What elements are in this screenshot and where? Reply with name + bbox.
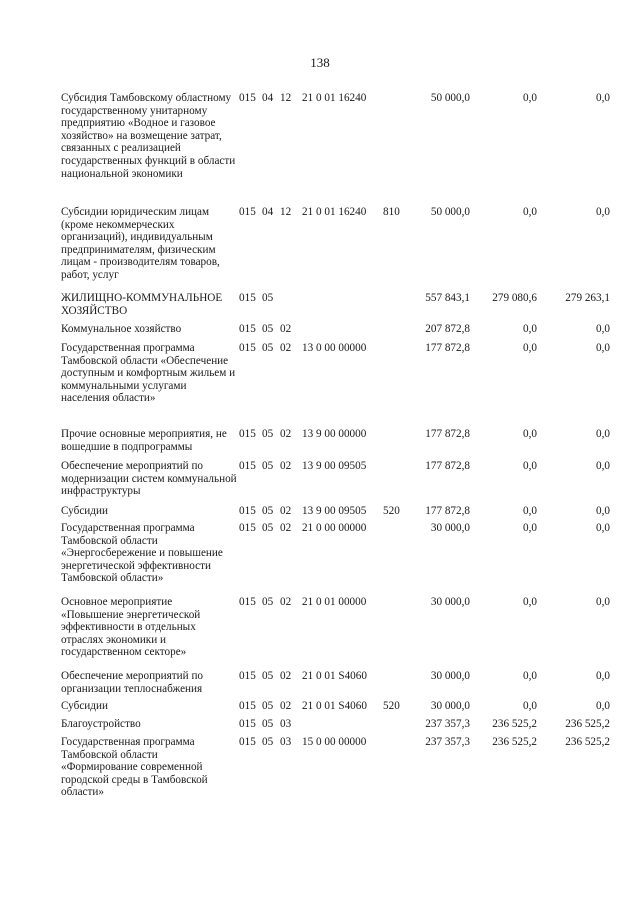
- row-admin: 015: [239, 342, 256, 354]
- row-target-code: 21 0 01 16240: [302, 206, 367, 218]
- row-target-code: 21 0 00 00000: [302, 522, 367, 534]
- row-name: Обеспечение мероприятий по организации теплоснабжения: [61, 670, 204, 695]
- row-amount-2: 236 525,2: [492, 736, 537, 748]
- row-amount-3: 0,0: [596, 428, 610, 440]
- row-section: 05: [262, 460, 274, 472]
- row-admin: 015: [239, 428, 256, 440]
- row-subsection: 02: [280, 323, 292, 335]
- row-section: 05: [262, 736, 274, 748]
- row-target-code: 21 0 01 16240: [302, 92, 367, 104]
- row-name: Государственная программа Тамбовской области «Обеспечение доступным и комфортным жильем и коммунальными услугами населения области»: [61, 342, 236, 405]
- row-amount-3: 0,0: [596, 460, 610, 472]
- row-subsection: 02: [280, 505, 292, 517]
- row-target-code: 13 9 00 00000: [302, 428, 367, 440]
- row-amount-3: 236 525,2: [565, 736, 610, 748]
- row-amount-2: 0,0: [523, 460, 537, 472]
- row-admin: 015: [239, 323, 256, 335]
- row-name: Коммунальное хозяйство: [61, 323, 182, 335]
- row-name: Основное мероприятие «Повышение энергетической эффективности в отдельных отраслях экономики и государственном секторе»: [61, 596, 201, 659]
- row-subsection: 12: [280, 92, 292, 104]
- row-amount-3: 0,0: [596, 323, 610, 335]
- row-amount-1: 30 000,0: [430, 596, 470, 608]
- row-amount-2: 236 525,2: [492, 718, 537, 730]
- row-amount-3: 0,0: [596, 92, 610, 104]
- row-admin: 015: [239, 92, 256, 104]
- page-number: 138: [310, 55, 330, 70]
- row-target-code: 15 0 00 00000: [302, 736, 367, 748]
- row-section: 05: [262, 596, 274, 608]
- row-subsection: 02: [280, 460, 292, 472]
- row-amount-3: 0,0: [596, 342, 610, 354]
- row-amount-1: 30 000,0: [430, 700, 470, 712]
- row-name: Субсидии юридическим лицам (кроме некоммерческих организаций), индивидуальным предпринимателям, физическим лицам - производителям товаров, работ, услуг: [61, 206, 220, 281]
- row-expense-type: 810: [383, 206, 400, 218]
- row-target-code: 13 9 00 09505: [302, 505, 367, 517]
- row-amount-1: 30 000,0: [430, 670, 470, 682]
- row-subsection: 02: [280, 596, 292, 608]
- row-expense-type: 520: [383, 505, 400, 517]
- row-subsection: 02: [280, 428, 292, 440]
- row-target-code: 21 0 01 00000: [302, 596, 367, 608]
- row-subsection: 02: [280, 522, 292, 534]
- row-target-code: 13 9 00 09505: [302, 460, 367, 472]
- row-admin: 015: [239, 505, 256, 517]
- row-admin: 015: [239, 700, 256, 712]
- row-amount-3: 0,0: [596, 505, 610, 517]
- row-expense-type: 520: [383, 700, 400, 712]
- row-admin: 015: [239, 718, 256, 730]
- row-section: 05: [262, 323, 274, 335]
- row-target-code: 21 0 01 S4060: [302, 670, 367, 682]
- row-section: 05: [262, 342, 274, 354]
- row-name: ЖИЛИЩНО-КОММУНАЛЬНОЕ ХОЗЯЙСТВО: [61, 292, 223, 317]
- row-name: Государственная программа Тамбовской области «Энергосбережение и повышение энергетической эффективности Тамбовской области»: [61, 522, 223, 585]
- row-target-code: 13 0 00 00000: [302, 342, 367, 354]
- row-subsection: 12: [280, 206, 292, 218]
- row-name: Государственная программа Тамбовской области «Формирование современной городской среды в Тамбовской области»: [61, 736, 208, 799]
- row-amount-1: 207 872,8: [425, 323, 470, 335]
- row-amount-3: 0,0: [596, 670, 610, 682]
- row-admin: 015: [239, 292, 256, 304]
- row-section: 05: [262, 428, 274, 440]
- row-amount-2: 0,0: [523, 206, 537, 218]
- row-name: Благоустройство: [61, 718, 141, 730]
- row-admin: 015: [239, 460, 256, 472]
- row-section: 05: [262, 670, 274, 682]
- row-subsection: 02: [280, 670, 292, 682]
- row-subsection: 03: [280, 736, 292, 748]
- row-name: Субсидия Тамбовскому областному государственному унитарному предприятию «Водное и газовое хозяйство» на возмещение затрат, связанных с реализацией государственных функций в области национальной экономики: [61, 92, 236, 180]
- row-amount-2: 0,0: [523, 323, 537, 335]
- row-amount-3: 279 263,1: [565, 292, 610, 304]
- row-amount-3: 0,0: [596, 206, 610, 218]
- row-section: 04: [262, 206, 274, 218]
- row-amount-1: 557 843,1: [425, 292, 470, 304]
- row-name: Субсидии: [61, 700, 108, 712]
- row-amount-1: 177 872,8: [425, 428, 470, 440]
- row-section: 05: [262, 292, 274, 304]
- row-name: Субсидии: [61, 505, 108, 517]
- row-amount-1: 237 357,3: [425, 736, 470, 748]
- row-section: 05: [262, 522, 274, 534]
- row-amount-3: 236 525,2: [565, 718, 610, 730]
- row-name: Обеспечение мероприятий по модернизации систем коммунальной инфраструктуры: [61, 460, 237, 498]
- row-section: 04: [262, 92, 274, 104]
- row-target-code: 21 0 01 S4060: [302, 700, 367, 712]
- row-amount-3: 0,0: [596, 700, 610, 712]
- row-amount-2: 279 080,6: [492, 292, 537, 304]
- row-section: 05: [262, 718, 274, 730]
- row-amount-2: 0,0: [523, 92, 537, 104]
- row-subsection: 03: [280, 718, 292, 730]
- row-subsection: 02: [280, 342, 292, 354]
- row-amount-2: 0,0: [523, 342, 537, 354]
- row-amount-1: 30 000,0: [430, 522, 470, 534]
- row-amount-1: 177 872,8: [425, 342, 470, 354]
- row-amount-1: 177 872,8: [425, 460, 470, 472]
- row-amount-2: 0,0: [523, 522, 537, 534]
- row-subsection: 02: [280, 700, 292, 712]
- row-section: 05: [262, 700, 274, 712]
- row-amount-1: 50 000,0: [430, 206, 470, 218]
- row-section: 05: [262, 505, 274, 517]
- row-amount-2: 0,0: [523, 596, 537, 608]
- row-admin: 015: [239, 206, 256, 218]
- row-amount-1: 177 872,8: [425, 505, 470, 517]
- row-amount-1: 237 357,3: [425, 718, 470, 730]
- row-name: Прочие основные мероприятия, не вошедшие в подпрограммы: [61, 428, 227, 453]
- row-amount-2: 0,0: [523, 700, 537, 712]
- row-amount-2: 0,0: [523, 670, 537, 682]
- row-amount-2: 0,0: [523, 428, 537, 440]
- row-admin: 015: [239, 736, 256, 748]
- row-admin: 015: [239, 522, 256, 534]
- row-amount-3: 0,0: [596, 596, 610, 608]
- row-amount-3: 0,0: [596, 522, 610, 534]
- row-admin: 015: [239, 670, 256, 682]
- row-amount-2: 0,0: [523, 505, 537, 517]
- row-amount-1: 50 000,0: [430, 92, 470, 104]
- row-admin: 015: [239, 596, 256, 608]
